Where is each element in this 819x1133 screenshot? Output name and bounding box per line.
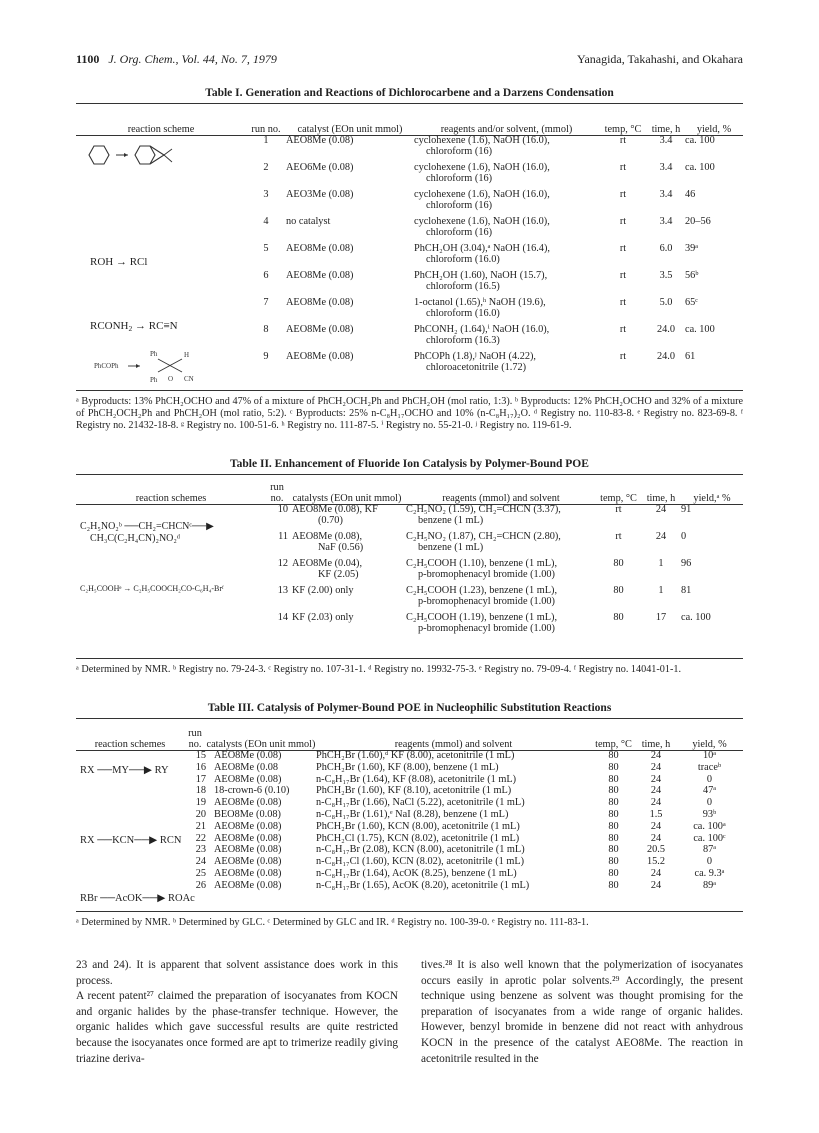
table3-temp: 80 <box>608 773 619 785</box>
table2-reagents-line: C₂H₅COOH (1.23), benzene (1 mL), <box>406 585 558 596</box>
table2-catalysts-line: KF (2.00) only <box>292 585 354 596</box>
table1-row <box>76 270 743 297</box>
table1-yield: 56ᵇ <box>685 270 699 281</box>
table3-reagents: n-C₈H₁₇Br (1.64), AcOK (8.25), benzene (1 mL) <box>316 867 517 879</box>
table1-catalyst: AEO8Me (0.08) <box>286 270 354 281</box>
table1-temp: rt <box>619 351 627 362</box>
table2-reagents-line: C₂H₅COOH (1.19), benzene (1 mL), <box>406 612 558 623</box>
table2-scheme-cell <box>76 612 266 639</box>
table3-yield: traceᵇ <box>697 761 722 773</box>
table1-reagents <box>414 351 599 389</box>
table3-col-scheme: reaction schemes <box>94 739 166 750</box>
table2-reagents <box>406 585 596 612</box>
table1-catalyst: AEO3Me (0.08) <box>286 189 354 200</box>
table2-yield: 96 <box>681 558 692 569</box>
table3-temp: 80 <box>608 808 619 820</box>
table1-reagents <box>414 270 599 297</box>
table3-title: Table III. Catalysis of Polymer-Bound POE in Nucleophilic Substitution Reactions <box>207 702 612 714</box>
table3-time: 1.5 <box>649 808 663 820</box>
table3-reagents: n-C₈H₁₇Br (1.65), AcOK (8.20), acetonitrile (1 mL) <box>316 879 530 891</box>
table2-catalysts-line: (0.70) <box>318 515 343 526</box>
table1-reagents-line: PhCONH₂ (1.64),ⁱ NaOH (16.0), <box>414 324 550 335</box>
table3-scheme-cell <box>76 856 184 868</box>
table1-reagents-line: PhCH₂OH (3.04),ᵃ NaOH (16.4), <box>414 243 550 254</box>
table1-yield: ca. 100 <box>685 324 715 335</box>
table3-catalyst: AEO8Me (0.08) <box>214 820 282 832</box>
table3-temp: 80 <box>608 856 619 868</box>
table3-time: 24 <box>650 773 662 785</box>
table1-header-row <box>76 107 743 135</box>
rconh2-scheme-label: $RCONH_2 \to RC\equiv N$ <box>90 320 178 333</box>
table2-catalysts <box>288 585 406 612</box>
table2-bottom-rule <box>76 658 743 659</box>
table3-catalyst: AEO8Me (0.08) <box>214 879 282 891</box>
table1-reagents-line: cyclohexene (1.6), NaOH (16.0), <box>414 135 550 146</box>
nitro-scheme-top: C₂H₅NO₂ᵇ ──CH₂=CHCNᶜ──▶ <box>80 521 214 532</box>
table2-col-time: time, h <box>646 493 676 504</box>
page-number: 1100 <box>76 52 100 66</box>
cl-bond-2 <box>164 155 172 162</box>
table2-catalysts <box>288 612 406 639</box>
ph-label-top: Ph <box>150 350 158 358</box>
table2-scheme-cell <box>76 558 266 585</box>
table1-run: 7 <box>263 297 269 308</box>
table3-col-time: time, h <box>641 739 671 750</box>
table3-reagents: n-C₈H₁₇Br (1.64), KF (8.08), acetonitrile (1 mL) <box>316 773 517 785</box>
table3-scheme-cell <box>76 750 184 762</box>
table3-scheme-cell <box>76 797 184 809</box>
table1-bottom-rule <box>76 390 743 391</box>
table3-scheme-cell <box>76 868 184 880</box>
table2-run: 11 <box>278 531 288 542</box>
table1-reagents-line: chloroform (16.0) <box>426 308 500 319</box>
table2-reagents-line: p-bromophenacyl bromide (1.00) <box>418 596 555 607</box>
table3-reagents: n-C₈H₁₇Cl (1.60), KCN (8.02), acetonitrile (1 mL) <box>316 856 525 868</box>
table2-catalysts-line: AEO8Me (0.04), <box>292 558 363 569</box>
table2-time: 1 <box>658 558 664 569</box>
table3-time: 24 <box>650 785 662 797</box>
table3-header-row <box>76 722 743 750</box>
table3-yield: 87ᵃ <box>702 844 717 856</box>
table3-yield: ca. 100ᶜ <box>693 832 726 844</box>
table1-run: 8 <box>263 324 269 335</box>
journal-citation: J. Org. Chem., Vol. 44, No. 7, 1979 <box>108 52 277 66</box>
table2-run: 14 <box>277 612 288 623</box>
table1-row <box>76 243 743 270</box>
table2-temp: rt <box>615 504 622 515</box>
table3-bottom-rule <box>76 911 743 912</box>
table1-catalyst: AEO8Me (0.08) <box>286 243 354 254</box>
table3-scheme-cell <box>76 880 184 892</box>
table1-reagents-line: chloroform (16.0) <box>426 254 500 265</box>
table3-time: 24 <box>650 879 662 891</box>
table3-time: 24 <box>650 867 662 879</box>
table1-yield: 20–56 <box>685 216 711 227</box>
table1-run: 1 <box>263 135 269 146</box>
table3 <box>76 722 743 892</box>
body-column-left: 23 and 24). It is apparent that solvent assistance does work in this process. A recent patent²⁷ claimed the preparation of isocyanates from KOCN and organic halides by the phase-transfer technique. However, the organic halides which gave successful results are quite restricted because the isocyanates once formed are apt to trimerize readily giving triazine deriva- <box>76 959 398 1065</box>
arrow-head <box>136 364 140 368</box>
table2-time: 1 <box>658 585 664 596</box>
table1-temp: rt <box>619 135 627 146</box>
darzens-scheme-drawing <box>80 348 220 384</box>
cl-bond-1 <box>164 149 172 155</box>
table2-reagents <box>406 558 596 585</box>
table1-reagents-line: chloroform (16) <box>426 173 493 184</box>
scheme-my: RX ──MY──▶ RY <box>80 765 169 776</box>
table1-yield: 65ᶜ <box>685 297 698 308</box>
table3-time: 24 <box>650 820 662 832</box>
table2-scheme-ester: C₂H₅COOHᵉ → C₂H₅COOCH₂CO-C₆H₄-Brᶠ <box>80 584 224 593</box>
cn-label: CN <box>184 375 194 383</box>
table3-row <box>76 856 743 868</box>
table2-reagents-line: benzene (1 mL) <box>418 515 484 526</box>
table1-top-rule <box>76 103 743 104</box>
table3-run: 26 <box>195 879 206 891</box>
table3-temp: 80 <box>608 844 619 856</box>
oxygen-label: O <box>168 375 174 383</box>
table2-col-run: run no. <box>270 482 284 504</box>
table3-row <box>76 785 743 797</box>
table3-temp: 80 <box>608 832 619 844</box>
table3-run: 15 <box>195 750 206 761</box>
table1-reagents <box>414 135 599 162</box>
table2-footnotes: ᵃ Determined by NMR. ᵇ Registry no. 79-24-3. ᶜ Registry no. 107-31-1. ᵈ Registry no. 19932-75-3. ᵉ Registry no. 79-09-4. ᶠ Registry no. 14041-01-1. <box>76 664 682 675</box>
table2-header-row <box>76 477 743 504</box>
table1-reagents-line: cyclohexene (1.6), NaOH (16.0), <box>414 162 550 173</box>
table1-col-catalyst: catalyst (EOn unit mmol) <box>297 124 403 135</box>
table3-run: 18 <box>195 785 206 797</box>
table1-reagents-line: cyclohexene (1.6), NaOH (16.0), <box>414 216 550 227</box>
table3-reagents: PhCH₂Br (1.60), KF (8.00), benzene (1 mL) <box>316 761 499 773</box>
table3-catalyst: AEO8Me (0.08 <box>214 761 279 773</box>
table1-temp: rt <box>619 243 627 254</box>
table1-reagents <box>414 324 599 351</box>
table3-temp: 80 <box>608 820 619 832</box>
table3-col-reagents: reagents (mmol) and solvent <box>394 739 513 750</box>
table3-time: 24 <box>650 832 662 844</box>
table2-col-reagents: reagents (mmol) and solvent <box>442 493 560 504</box>
table1-catalyst: AEO8Me (0.08) <box>286 324 354 335</box>
nitro-scheme-bottom: CH₃C(C₂H₄CN)₂NO₂ᵈ <box>90 533 180 544</box>
table1-time: 3.4 <box>659 216 673 227</box>
table1-time: 24.0 <box>656 324 676 335</box>
table2-title: Table II. Enhancement of Fluoride Ion Catalysis by Polymer-Bound POE <box>230 458 589 470</box>
table3-yield: 10ᵃ <box>702 750 717 761</box>
table2-reagents-line: C₂H₅NO₂ (1.59), CH₂=CHCN (3.37), <box>406 504 561 515</box>
table3-time: 20.5 <box>646 844 666 856</box>
table1-run: 6 <box>263 270 269 281</box>
table2-catalysts-line: KF (2.05) <box>318 569 359 580</box>
table2-row <box>76 612 743 639</box>
table3-top-rule <box>76 718 743 719</box>
table2-top-rule <box>76 474 743 475</box>
table3-run: 21 <box>195 820 206 832</box>
table3-yield: 0 <box>706 856 713 868</box>
table3-time: 15.2 <box>646 856 666 868</box>
table2-reagents-line: C₂H₅COOH (1.10), benzene (1 mL), <box>406 558 558 569</box>
table2-row <box>76 558 743 585</box>
table3-catalyst: AEO8Me (0.08) <box>214 750 282 761</box>
table1-temp: rt <box>619 189 627 200</box>
table3-reagents: n-C₈H₁₇Br (1.66), NaCl (5.22), acetonitrile (1 mL) <box>316 797 525 809</box>
table1-col-time: time, h <box>651 124 681 135</box>
table3-catalyst: AEO8Me (0.08) <box>214 832 282 844</box>
table2-time: 24 <box>655 531 667 542</box>
table3-yield: 47ᵃ <box>702 785 717 797</box>
table2-col-yield: yield,ᵃ % <box>693 493 731 504</box>
cyclohexene-ring <box>89 146 109 164</box>
running-header <box>76 52 743 68</box>
table1-temp: rt <box>619 297 627 308</box>
table3-row <box>76 844 743 856</box>
table1-reagents-line: chloroform (16.5) <box>426 281 500 292</box>
bicyclic-ring <box>135 146 155 164</box>
roh-scheme-label: ROH → RCl <box>90 256 148 268</box>
table1-reagents <box>414 243 599 270</box>
table1-footnotes: ᵃ Byproducts: 13% PhCH₂OCHO and 47% of a mixture of PhCH₂OCH₂Ph and PhCH₂OH (mol ratio, 1:3). ᵇ Byproducts: 12% PhCH₂OCHO and 32% of a mixture of PhCH₂OCH₂Ph and PhCH₂OH (mol ratio, 5:2). ᶜ Byproducts: 25% n-C₈H₁₇OCHO and 10% (n-C₈H₁₇)₂O. ᵈ Registry no. 110-83-8. ᵉ Registry no. 823-69-8. ᶠ Registry no. 21432-18-8. ᵍ Registry no. 100-51-6. ʰ Registry no. 111-87-5. ⁱ Registry no. 55-21-0. ʲ Registry no. 119-61-9. <box>76 396 743 432</box>
table1-reagents <box>414 189 599 216</box>
table2-catalysts-line: AEO8Me (0.08), KF <box>292 504 378 515</box>
table1-time: 3.4 <box>659 162 673 173</box>
table3-catalyst: BEO8Me (0.08) <box>214 808 281 820</box>
table2-temp: 80 <box>613 558 624 569</box>
table3-temp: 80 <box>608 867 619 879</box>
table1-col-reagents: reagents and/or solvent, (mmol) <box>440 124 573 135</box>
table2-reagents-line: p-bromophenacyl bromide (1.00) <box>418 623 555 634</box>
table2-col-temp: temp, °C <box>600 493 637 504</box>
table2-yield: 81 <box>681 585 692 596</box>
table3-reagents: PhCH₂Br (1.60), KCN (8.00), acetonitrile (1 mL) <box>316 820 520 832</box>
table1-catalyst: AEO6Me (0.08) <box>286 162 354 173</box>
scheme-kcn: RX ──KCN──▶ RCN <box>80 835 182 846</box>
table3-run: 24 <box>195 856 206 868</box>
arrow-head <box>124 153 128 157</box>
table1-run: 4 <box>263 216 269 227</box>
table3-reagents: n-C₈H₁₇Br (2.08), KCN (8.00), acetonitrile (1 mL) <box>316 844 525 856</box>
table2-scheme-nitro <box>80 521 214 545</box>
table1-temp: rt <box>619 324 627 335</box>
table3-col-run: run no. <box>188 728 202 750</box>
table2-run: 13 <box>277 585 288 596</box>
table2-col-scheme: reaction schemes <box>135 493 207 504</box>
ph-label-bottom: Ph <box>150 376 158 384</box>
table3-run: 19 <box>195 797 206 809</box>
table3-catalyst: 18-crown-6 (0.10) <box>214 785 290 797</box>
table3-time: 24 <box>650 750 662 761</box>
table1-reagents <box>414 297 599 324</box>
table3-catalyst: AEO8Me (0.08) <box>214 844 282 856</box>
table1-reagents-line: cyclohexene (1.6), NaOH (16.0), <box>414 189 550 200</box>
table3-yield: 0 <box>706 773 713 785</box>
table2-reagents <box>406 504 596 531</box>
table3-col-catalysts: catalysts (EOn unit mmol) <box>206 739 316 750</box>
table1-time: 3.5 <box>659 270 673 281</box>
table3-catalyst: AEO8Me (0.08) <box>214 867 282 879</box>
table1-reagents-line: chloroform (16) <box>426 200 493 211</box>
table1-temp: rt <box>619 216 627 227</box>
table1-catalyst: AEO8Me (0.08) <box>286 297 354 308</box>
table1-reagents <box>414 162 599 189</box>
table3-run: 25 <box>195 867 206 879</box>
table1-run: 9 <box>263 351 269 362</box>
table2-temp: rt <box>615 531 622 542</box>
table3-row <box>76 868 743 880</box>
table2-catalysts <box>288 531 406 558</box>
table3-temp: 80 <box>608 761 619 773</box>
table3-yield: 0 <box>706 797 713 809</box>
table1-temp: rt <box>619 270 627 281</box>
table2-catalysts <box>288 504 406 531</box>
table2-temp: 80 <box>613 612 624 623</box>
table3-catalyst: AEO8Me (0.08) <box>214 797 282 809</box>
table3-row <box>76 797 743 809</box>
table3-run: 16 <box>195 761 206 773</box>
table2-col-catalysts: catalysts (EOn unit mmol) <box>292 493 402 504</box>
table1-run: 2 <box>263 162 269 173</box>
table2-run: 10 <box>277 504 288 515</box>
table1-reagents-line: chloroacetonitrile (1.72) <box>426 362 527 373</box>
table2-catalysts-line: KF (2.03) only <box>292 612 354 623</box>
table3-reagents: PhCH₂Br (1.60),ᵈ KF (8.00), acetonitrile (1 mL) <box>316 750 515 761</box>
table1-scheme-cell <box>76 189 246 216</box>
table1-reagents-line: 1-octanol (1.65),ʰ NaOH (19.6), <box>414 297 546 308</box>
table1-col-run: run no. <box>251 124 281 135</box>
table2-catalysts-line: NaF (0.56) <box>318 542 364 553</box>
table2-yield: 0 <box>681 531 687 542</box>
table3-reagents: PhCH₂Br (1.60), KF (8.10), acetonitrile (1 mL) <box>316 785 512 797</box>
table3-run: 20 <box>195 808 206 820</box>
table2-temp: 80 <box>613 585 624 596</box>
table3-temp: 80 <box>608 750 619 761</box>
table1-catalyst: no catalyst <box>286 216 331 227</box>
table3-scheme-cell <box>76 809 184 821</box>
table1-reagents-line: chloroform (16) <box>426 227 493 238</box>
table3-row <box>76 750 743 762</box>
table3-reagents: PhCH₂Cl (1.75), KCN (8.02), acetonitrile (1 mL) <box>316 832 520 844</box>
table3-footnotes: ᵃ Determined by NMR. ᵇ Determined by GLC. ᶜ Determined by GLC and IR. ᵈ Registry no. 100-39-0. ᵉ Registry no. 111-83-1. <box>76 917 589 928</box>
table1-reagents-line: PhCOPh (1.8),ʲ NaOH (4.22), <box>414 351 537 362</box>
table2-yield: ca. 100 <box>681 612 711 623</box>
table1-time: 3.4 <box>659 135 673 146</box>
table1-run: 5 <box>263 243 269 254</box>
table2-reagents-line: p-bromophenacyl bromide (1.00) <box>418 569 555 580</box>
author-names: Yanagida, Takahashi, and Okahara <box>576 52 743 66</box>
table1-scheme-cell <box>76 270 246 297</box>
table3-run: 23 <box>195 844 206 856</box>
table1-catalyst: AEO8Me (0.08) <box>286 135 354 146</box>
table3-temp: 80 <box>608 797 619 809</box>
table1-temp: rt <box>619 162 627 173</box>
scheme-acok: RBr ──AcOK──▶ ROAc <box>80 893 195 904</box>
table2-reagents <box>406 612 596 639</box>
table1-yield: ca. 100 <box>685 162 715 173</box>
table1-reagents-line: chloroform (16.3) <box>426 335 500 346</box>
table2-catalysts-line: AEO8Me (0.08), <box>292 531 363 542</box>
table2-reagents <box>406 531 596 558</box>
table3-scheme-cell <box>76 844 184 856</box>
table3-row <box>76 880 743 892</box>
table1-yield: 46 <box>685 189 696 200</box>
table1-reagents-line: chloroform (16) <box>426 146 493 157</box>
table1-reagents <box>414 216 599 243</box>
table1-col-scheme: reaction scheme <box>127 124 195 135</box>
table1-catalyst: AEO8Me (0.08) <box>286 351 354 362</box>
table3-yield: 93ᵇ <box>702 808 717 820</box>
table1-time: 3.4 <box>659 189 673 200</box>
table1-yield: ca. 100 <box>685 135 715 146</box>
dichlorocarbene-scheme-drawing <box>82 140 192 176</box>
table3-temp: 80 <box>608 785 619 797</box>
table1-row <box>76 189 743 216</box>
table3-col-temp: temp, °C <box>595 739 632 750</box>
table1-reagents-line: PhCH₂OH (1.60), NaOH (15.7), <box>414 270 548 281</box>
table2 <box>76 477 743 639</box>
table3-row <box>76 762 743 774</box>
table2-reagents-line: benzene (1 mL) <box>418 542 484 553</box>
table2-catalysts <box>288 558 406 585</box>
table1-run: 3 <box>263 189 269 200</box>
table3-yield: 89ᵃ <box>702 879 717 891</box>
body-column-right: tives.²⁸ It is also well known that the polymerization of isocyanates occurs easily in aprotic polar solvents.²⁹ Accordingly, the present technique using benzene as solvent was thought promising for the preparation of isocyanates from a wide range of organic halides. However, benzyl bromide in benzene did not react with anhydrous KOCN in the presence of the catalyst AEO8Me. The reaction in acetonitrile resulted in the <box>421 959 743 1065</box>
table3-yield: ca. 100ᵃ <box>693 820 726 832</box>
table1-scheme-cell <box>76 216 246 243</box>
table1-time: 6.0 <box>659 243 673 254</box>
table3-catalyst: AEO8Me (0.08) <box>214 856 282 868</box>
table3-row <box>76 809 743 821</box>
table3-row <box>76 774 743 786</box>
table1-time: 24.0 <box>656 351 676 362</box>
table3-time: 24 <box>650 797 662 809</box>
table3-temp: 80 <box>608 879 619 891</box>
table3-scheme-cell <box>76 821 184 833</box>
table3-run: 17 <box>195 773 206 785</box>
table2-time: 17 <box>655 612 667 623</box>
reactant-label: PhCOPh <box>94 362 119 370</box>
table3-catalyst: AEO8Me (0.08) <box>214 773 282 785</box>
table2-yield: 91 <box>681 504 692 515</box>
table3-col-yield: yield, % <box>692 739 727 750</box>
table1-time: 5.0 <box>659 297 673 308</box>
table2-reagents-line: C₂H₅NO₂ (1.87), CH₂=CHCN (2.80), <box>406 531 561 542</box>
table3-reagents: n-C₈H₁₇Br (1.61),ᵉ NaI (8.28), benzene (1 mL) <box>316 808 509 820</box>
table1-col-temp: temp, °C <box>604 124 642 135</box>
table1-col-yield: yield, % <box>696 124 732 135</box>
table1-title: Table I. Generation and Reactions of Dichlorocarbene and a Darzens Condensation <box>205 87 614 99</box>
table2-run: 12 <box>277 558 288 569</box>
table2-time: 24 <box>655 504 667 515</box>
table3-yield: ca. 9.3ᵃ <box>694 867 725 879</box>
table1-row <box>76 216 743 243</box>
table1-yield: 39ᵃ <box>685 243 699 254</box>
table3-time: 24 <box>650 761 662 773</box>
table3-row <box>76 821 743 833</box>
table1-yield: 61 <box>685 351 696 362</box>
table3-run: 22 <box>195 832 206 844</box>
h-label: H <box>184 351 190 359</box>
table3-scheme-cell <box>76 785 184 797</box>
